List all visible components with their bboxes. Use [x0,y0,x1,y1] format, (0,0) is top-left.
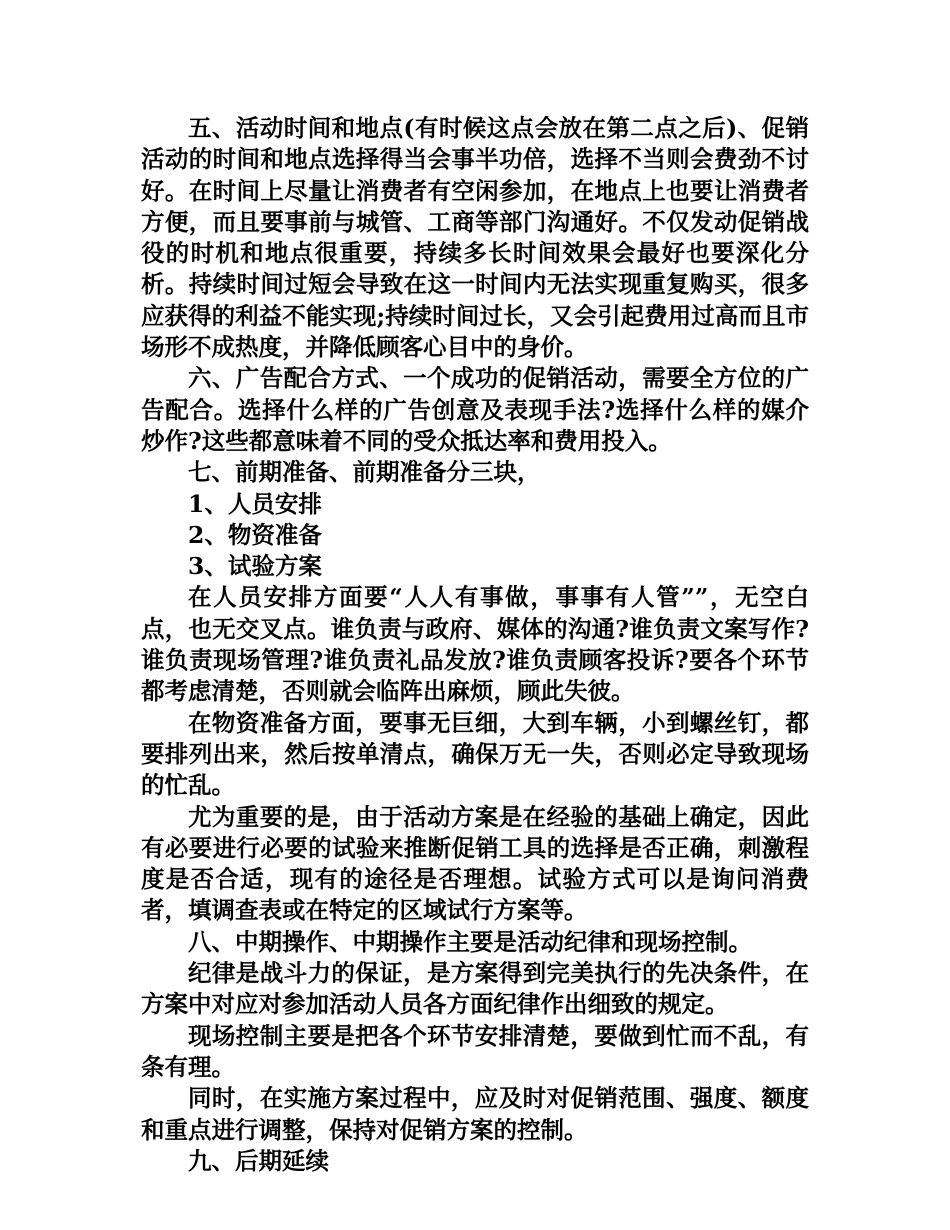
list-item-staffing: 1、人员安排 [188,489,322,518]
paragraph-materials-detail: 在物资准备方面，要事无巨细，大到车辆，小到螺丝钉，都要排列出来，然后按单清点，确保万无一失，否则必定导致现场的忙乱。 [141,708,809,800]
paragraph-staffing-detail: 在人员安排方面要“人人有事做，事事有人管””，无空白点，也无交叉点。谁负责与政府、媒体的沟通?谁负责文案写作?谁负责现场管理?谁负责礼品发放?谁负责顾客投诉?要各个环节都考虑清楚，否则就会临阵出麻烦，顾此失彼。 [141,583,809,706]
paragraph-advertising: 六、广告配合方式、一个成功的促销活动，需要全方位的广告配合。选择什么样的广告创意及表现手法?选择什么样的媒介炒作?这些都意味着不同的受众抵达率和费用投入。 [141,364,809,455]
paragraph-activity-time-place: 五、活动时间和地点(有时候这点会放在第二点之后)、促销活动的时间和地点选择得当会事半功倍，选择不当则会费劲不讨好。在时间上尽量让消费者有空闲参加，在地点上也要让消费者方便，而且要事前与城管、工商等部门沟通好。不仅发动促销战役的时机和地点很重要，持续多长时间效果会最好也要深化分析。持续时间过短会导致在这一时间内无法实现重复购买，很多应获得的利益不能实现;持续时间过长，又会引起费用过高而且市场形不成热度，并降低顾客心目中的身价。 [141,114,809,362]
document-body [141,113,809,1177]
paragraph-adjustment: 同时，在实施方案过程中，应及时对促销范围、强度、额度和重点进行调整，保持对促销方案的控制。 [141,1084,809,1144]
list-item-materials: 2、物资准备 [188,520,322,549]
list-item-trial-plan: 3、试验方案 [188,552,322,581]
paragraph-discipline: 纪律是战斗力的保证，是方案得到完美执行的先决条件，在方案中对应对参加活动人员各方面纪律作出细致的规定。 [141,959,809,1019]
paragraph-mid-operation-heading: 八、中期操作、中期操作主要是活动纪律和现场控制。 [188,927,752,956]
paragraph-trial-detail: 尤为重要的是，由于活动方案是在经验的基础上确定，因此有必要进行必要的试验来推断促销工具的选择是否正确，刺激程度是否合适，现有的途径是否理想。试验方式可以是询问消费者，填调查表或在特定的区域试行方案等。 [141,802,809,925]
paragraph-follow-up-heading: 九、后期延续 [188,1146,329,1175]
paragraph-preparation-heading: 七、前期准备、前期准备分三块， [188,458,541,487]
paragraph-site-control: 现场控制主要是把各个环节安排清楚，要做到忙而不乱，有条有理。 [141,1021,809,1081]
